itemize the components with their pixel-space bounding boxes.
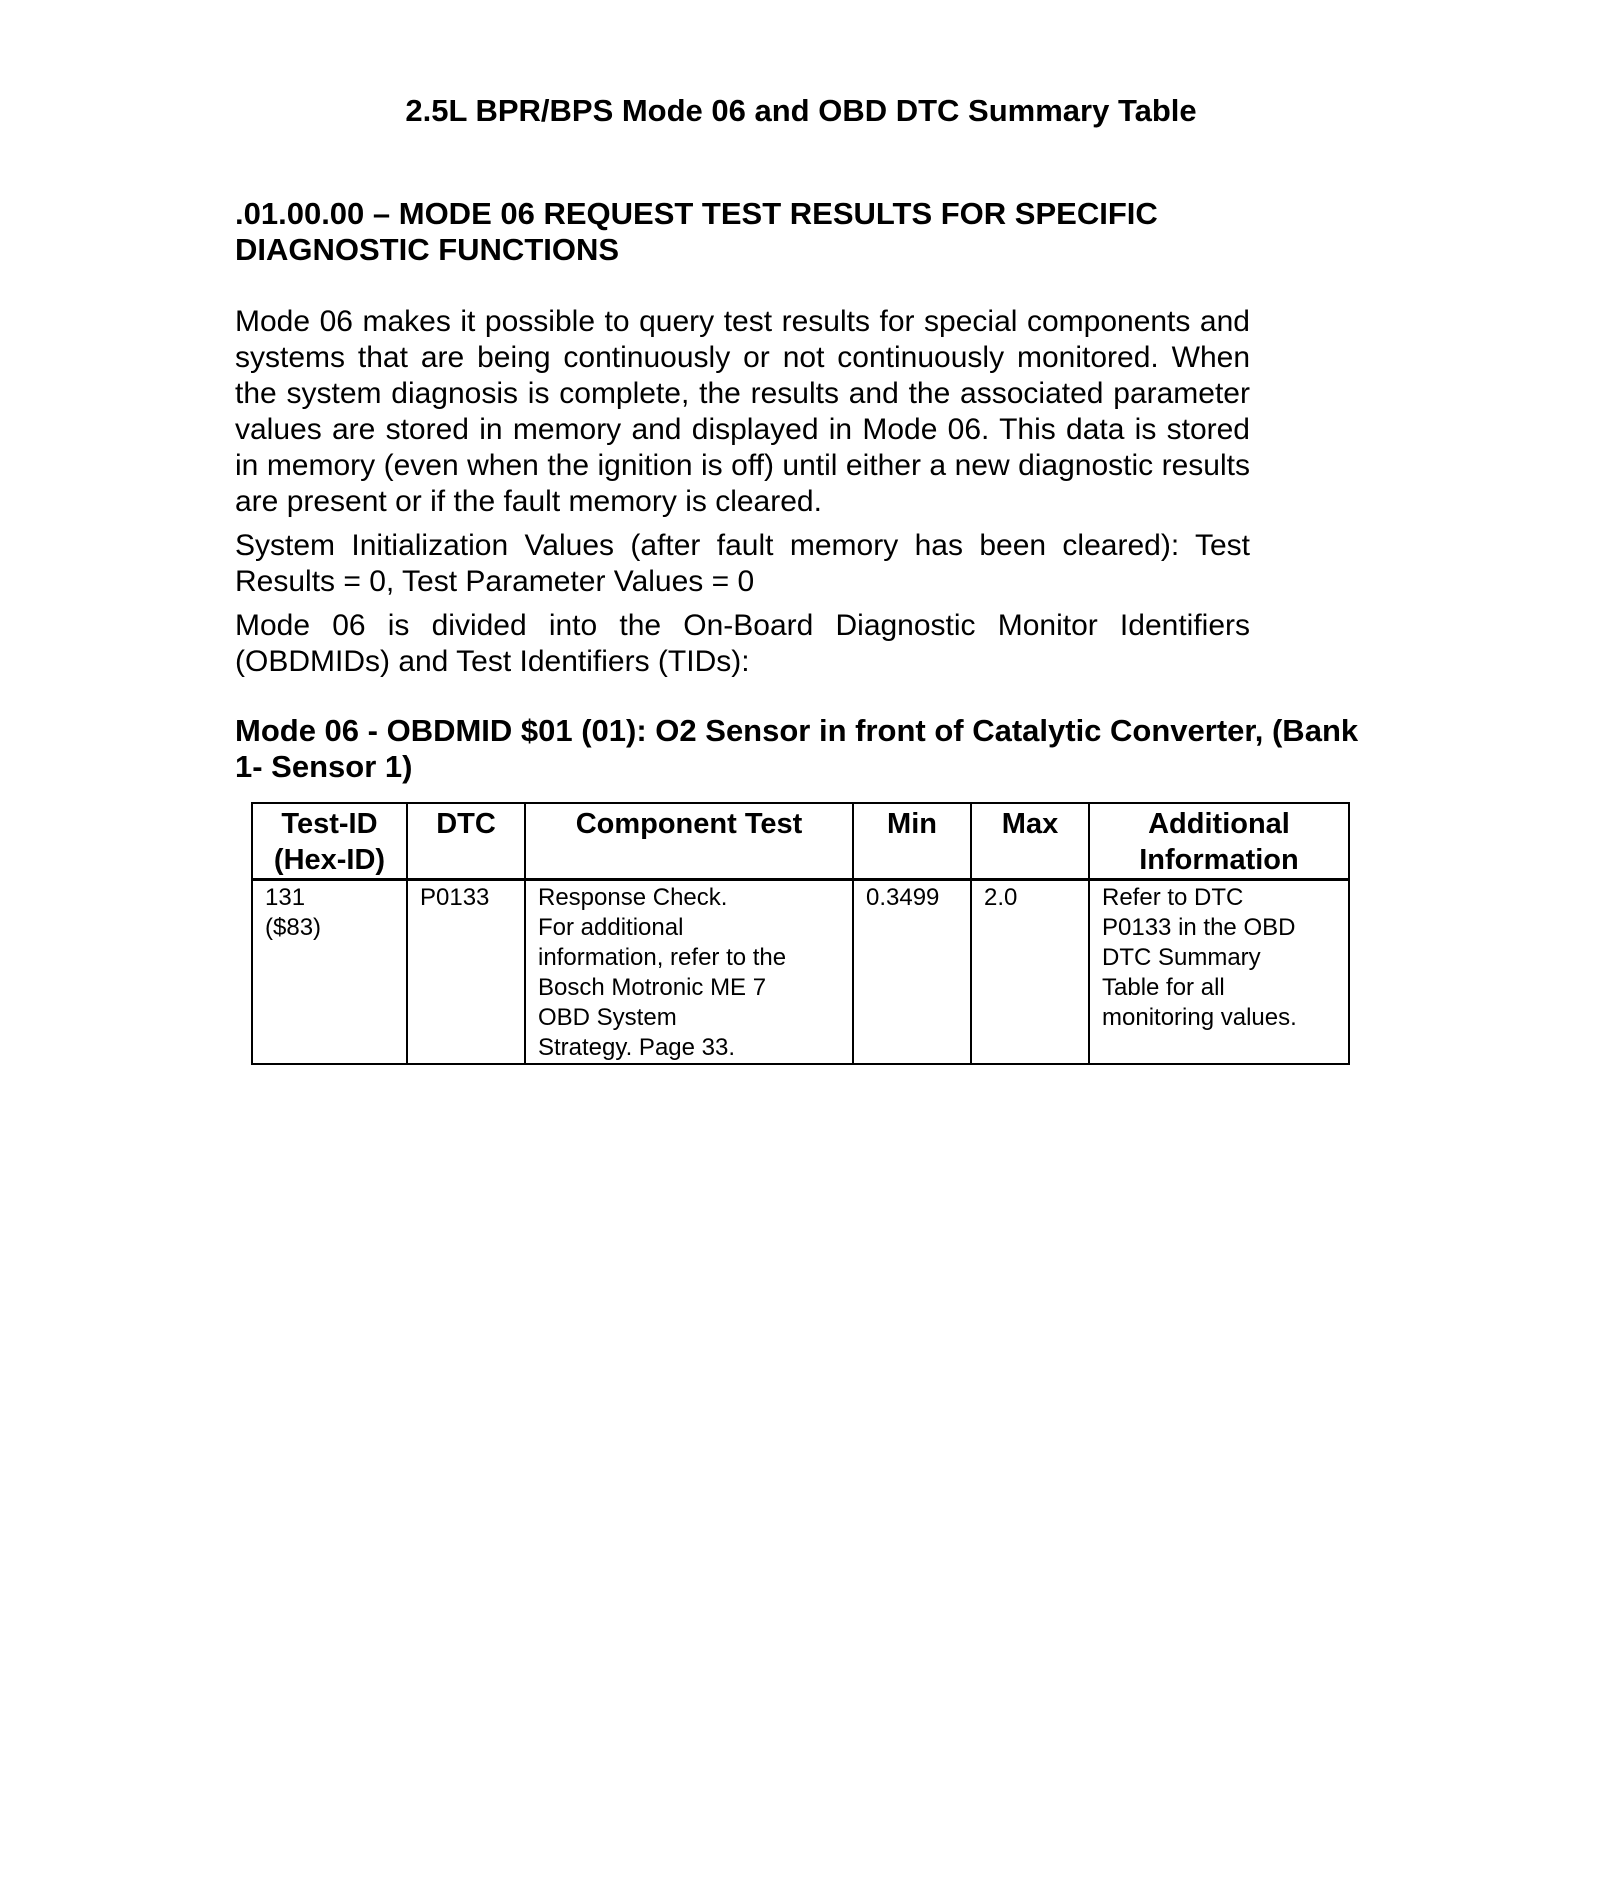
header-dtc: DTC (407, 803, 525, 880)
paragraph-mode06-description: Mode 06 makes it possible to query test results for special components and systems that are being continuously or not continuously monitored. When the system diagnosis is complete, the results and the associated parameter values are stored in memory and displayed in Mode 06. This data is stored in memory (even when the ignition is off) until either a new diagnostic results are present or if the fault memory is cleared. (235, 305, 1250, 518)
paragraph-mode06-division: Mode 06 is divided into the On-Board Diagnostic Monitor Identifiers (OBDMIDs) and Test Identifiers (TIDs): (235, 609, 1250, 678)
cell-component-test (525, 880, 853, 1065)
header-hex-id-line: (Hex-ID) (273, 844, 386, 876)
cell-component-test-line: For additional (538, 914, 684, 941)
cell-test-id-hex: ($83) (265, 914, 322, 941)
header-component-test: Component Test (525, 803, 853, 880)
cell-min: 0.3499 (853, 880, 971, 1065)
header-max: Max (971, 803, 1089, 880)
table-header-row (252, 803, 1349, 880)
cell-component-test-line: Bosch Motronic ME 7 (538, 974, 767, 1001)
paragraph-initialization-values: System Initialization Values (after fault memory has been cleared): Test Results = 0, Test Parameter Values = 0 (235, 529, 1250, 598)
cell-additional-information (1089, 880, 1349, 1065)
test-results-table (251, 802, 1350, 1065)
cell-component-test-line: Response Check. (538, 884, 728, 911)
table-row (252, 880, 1349, 1065)
table-heading: Mode 06 - OBDMID $01 (01): O2 Sensor in front of Catalytic Converter, (Bank 1- Sensor 1) (235, 713, 1359, 784)
cell-test-id-decimal: 131 (265, 884, 306, 911)
header-test-id (252, 803, 407, 880)
document-title: 2.5L BPR/BPS Mode 06 and OBD DTC Summary Table (405, 93, 1197, 128)
cell-component-test-line: information, refer to the (538, 944, 787, 971)
header-test-id-line: Test-ID (281, 808, 378, 840)
header-additional-line: Additional (1148, 808, 1290, 840)
header-min: Min (853, 803, 971, 880)
cell-additional-info-line: monitoring values. (1102, 1004, 1297, 1031)
cell-dtc: P0133 (407, 880, 525, 1065)
cell-component-test-line: OBD System (538, 1004, 677, 1031)
cell-max: 2.0 (971, 880, 1089, 1065)
cell-component-test-line: Strategy. Page 33. (538, 1034, 736, 1061)
cell-additional-info-line: Refer to DTC (1102, 884, 1244, 911)
cell-additional-info-line: Table for all (1102, 974, 1225, 1001)
cell-test-id (252, 880, 407, 1065)
cell-additional-info-line: P0133 in the OBD (1102, 914, 1296, 941)
section-heading: .01.00.00 – MODE 06 REQUEST TEST RESULTS FOR SPECIFIC DIAGNOSTIC FUNCTIONS (235, 196, 1158, 267)
cell-additional-info-line: DTC Summary (1102, 944, 1261, 971)
header-additional-information (1089, 803, 1349, 880)
header-information-line: Information (1139, 844, 1299, 876)
